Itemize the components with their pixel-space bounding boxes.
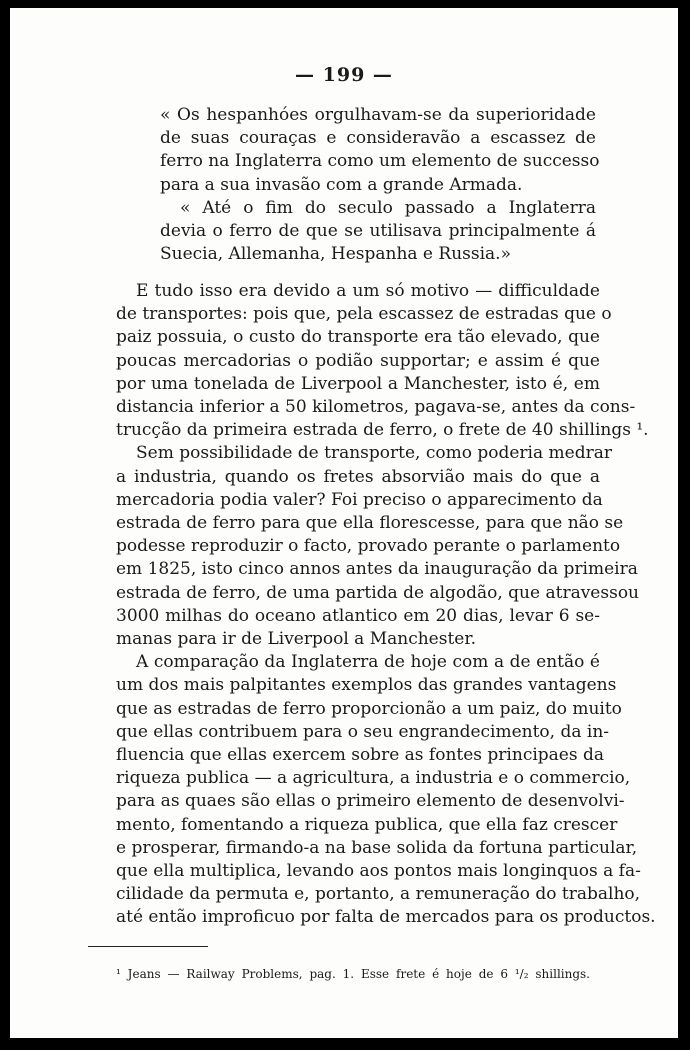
footnote-divider — [88, 946, 208, 947]
paragraph-line: distancia inferior a 50 kilometros, pagava-se, antes da cons- — [116, 397, 636, 418]
paragraph-line: estrada de ferro, de uma partida de algodão, que atravessou — [116, 582, 639, 603]
footnote — [116, 966, 590, 982]
quote-line: « Até o fim do seculo passado a Inglaterra — [180, 197, 596, 218]
quotation-block — [160, 104, 600, 266]
paragraph-line: Sem possibilidade de transporte, como poderia medrar — [136, 443, 612, 464]
quote-line: Suecia, Allemanha, Hespanha e Russia.» — [160, 244, 511, 265]
paragraph-line: até então improficuo por falta de mercados para os productos. — [116, 907, 656, 928]
paragraph-line: trucção da primeira estrada de ferro, o frete de 40 shillings ¹. — [116, 420, 649, 441]
footnote-text: ¹ Jeans — Railway Problems, pag. 1. Esse frete é hoje de 6 ¹/₂ shillings. — [116, 967, 590, 981]
paragraph-line: poucas mercadorias o podião supportar; e assim é que — [116, 350, 600, 371]
paragraph-line: estrada de ferro para que ella florescesse, para que não se — [116, 513, 624, 534]
paragraph-line: 3000 milhas do oceano atlantico em 20 dias, levar 6 se- — [116, 605, 600, 626]
paragraph-line: A comparação da Inglaterra de hoje com a de então é — [136, 652, 600, 673]
paragraph-line: por uma tonelada de Liverpool a Manchester, isto é, em — [116, 373, 600, 394]
quote-line: de suas couraças e consideravão a escassez de — [160, 128, 596, 149]
paragraph-line: mercadoria podia valer? Foi preciso o apparecimento da — [116, 489, 603, 510]
quote-line: devia o ferro de que se utilisava principalmente á — [160, 221, 596, 242]
paragraph-line: a industria, quando os fretes absorvião mais do que a — [116, 466, 600, 487]
paragraph-line: em 1825, isto cinco annos antes da inauguração da primeira — [116, 559, 638, 580]
paragraph-line: que ella multiplica, levando aos pontos mais longinquos a fa- — [116, 861, 641, 882]
quote-line: ferro na Inglaterra como um elemento de successo — [160, 151, 600, 172]
paragraph-line: mento, fomentando a riqueza publica, que ella faz crescer — [116, 814, 618, 835]
paragraph-line: para as quaes são ellas o primeiro elemento de desenvolvi- — [116, 791, 625, 812]
paragraph-line: E tudo isso era devido a um só motivo — difficuldade — [136, 281, 600, 301]
paragraph-line: cilidade da permuta e, portanto, a remuneração do trabalho, — [116, 884, 641, 905]
paragraph-line: e prosperar, firmando-a na base solida da fortuna particular, — [116, 837, 638, 858]
paragraph-line: podesse reproduzir o facto, provado perante o parlamento — [116, 536, 621, 557]
quote-line: para a sua invasão com a grande Armada. — [160, 174, 523, 195]
paragraph-line: paiz possuia, o custo do transporte era tão elevado, que — [116, 327, 600, 348]
main-text — [116, 280, 656, 930]
paragraph-line: que ellas contribuem para o seu engrandecimento, da in- — [116, 721, 610, 742]
paragraph-line: fluencia que ellas exercem sobre as fontes principaes da — [116, 745, 604, 766]
paragraph-line: manas para ir de Liverpool a Manchester. — [116, 629, 477, 650]
paragraph-line: que as estradas de ferro proporcionão a um paiz, do muito — [116, 698, 622, 719]
page-number: — 199 — — [295, 64, 393, 86]
paragraph-line: um dos mais palpitantes exemplos das grandes vantagens — [116, 675, 617, 696]
paragraph-line: riqueza publica — a agricultura, a industria e o commercio, — [116, 768, 631, 789]
paragraph-line: de transportes: pois que, pela escassez de estradas que o — [116, 304, 612, 325]
book-page — [10, 8, 678, 1038]
quote-line: « Os hespanhóes orgulhavam-se da superioridade — [160, 105, 596, 125]
